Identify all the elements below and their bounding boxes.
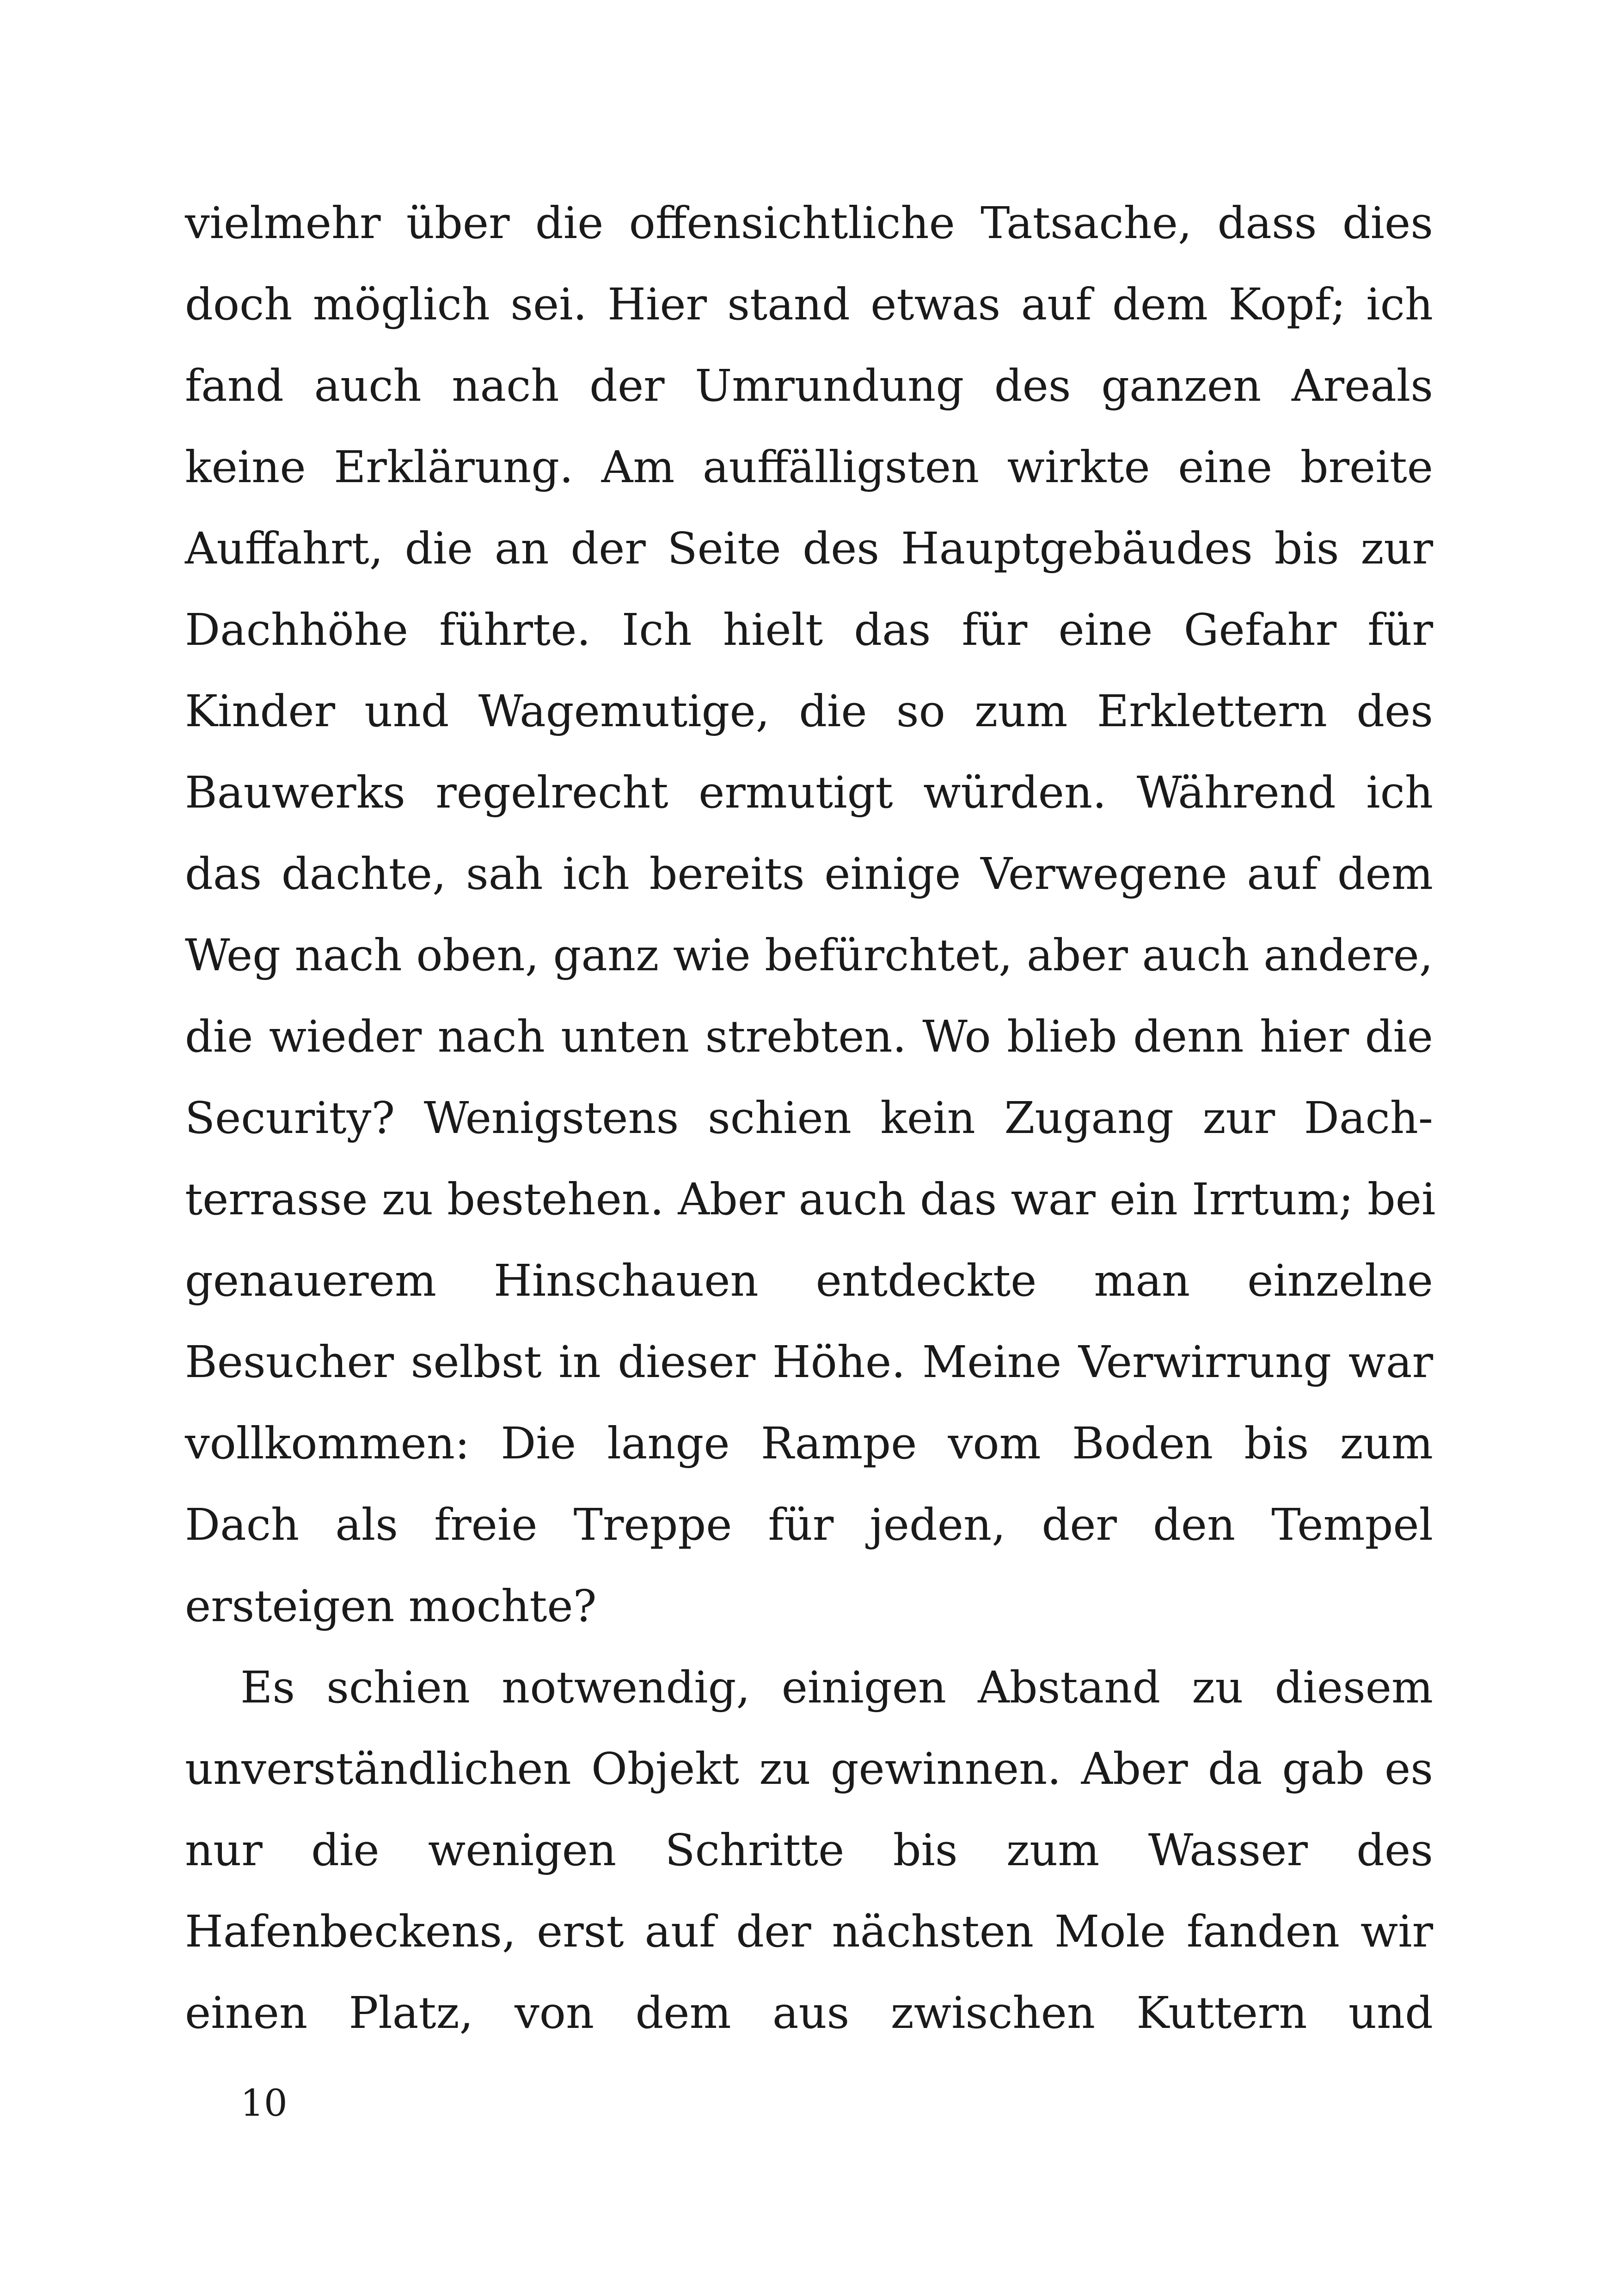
text-line: Dach als freie Treppe für jeden, der den Tempel	[185, 1500, 1433, 1550]
text-line: Besucher selbst in dieser Höhe. Meine Verwirrung war	[185, 1337, 1433, 1388]
text-line: fand auch nach der Umrundung des ganzen Areals	[185, 361, 1433, 411]
text-line: vielmehr über die offensichtliche Tatsache, dass dies	[185, 198, 1433, 249]
body-text	[185, 183, 1436, 2054]
text-line: Weg nach oben, ganz wie befürchtet, aber auch andere,	[185, 930, 1433, 981]
text-line: Dachhöhe führte. Ich hielt das für eine Gefahr für	[185, 605, 1433, 655]
text-line: einen Platz, von dem aus zwischen Kuttern und	[185, 1988, 1433, 2039]
page-number: 10	[240, 2082, 288, 2125]
text-line: unverständlichen Objekt zu gewinnen. Aber da gab es	[185, 1744, 1433, 1794]
text-line: das dachte, sah ich bereits einige Verwegene auf dem	[185, 849, 1433, 900]
text-line: nur die wenigen Schritte bis zum Wasser des	[185, 1825, 1433, 1876]
text-line: Security? Wenigstens schien kein Zugang zur Dach-	[185, 1093, 1433, 1144]
text-line: Bauwerks regelrecht ermutigt würden. Während ich	[185, 767, 1433, 818]
text-line: Es schien notwendig, einigen Abstand zu diesem	[240, 1662, 1433, 1713]
text-line: Auffahrt, die an der Seite des Hauptgebäudes bis zur	[185, 523, 1433, 574]
text-line: terrasse zu bestehen. Aber auch das war ein Irrtum; bei	[185, 1174, 1436, 1225]
text-line: Hafenbeckens, erst auf der nächsten Mole fanden wir	[185, 1906, 1433, 1957]
text-line: ersteigen mochte?	[185, 1581, 597, 1632]
text-line: doch möglich sei. Hier stand etwas auf dem Kopf; ich	[185, 279, 1433, 330]
text-line: vollkommen: Die lange Rampe vom Boden bis zum	[185, 1418, 1433, 1469]
text-line: genauerem Hinschauen entdeckte man einzelne	[185, 1255, 1433, 1306]
text-line: Kinder und Wagemutige, die so zum Erklettern des	[185, 686, 1433, 737]
text-line: die wieder nach unten strebten. Wo blieb denn hier die	[185, 1011, 1433, 1062]
text-line: keine Erklärung. Am auffälligsten wirkte eine breite	[185, 442, 1433, 493]
